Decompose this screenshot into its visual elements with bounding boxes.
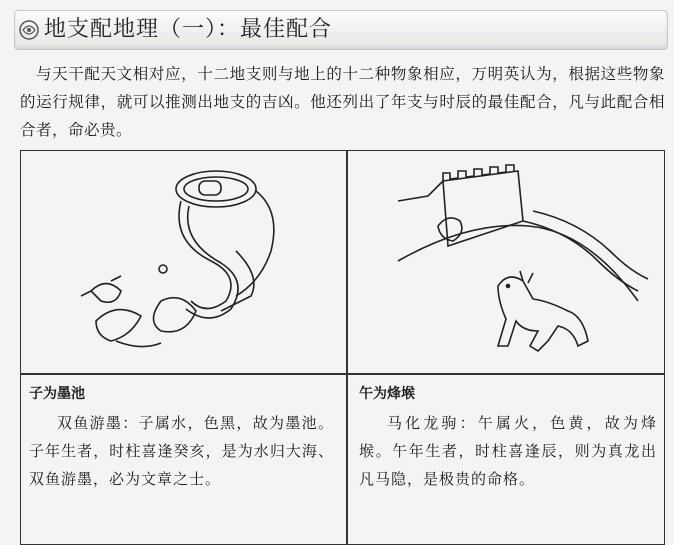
illustration-table: [20, 150, 665, 545]
cell-wu-heading: 午为烽堠: [359, 386, 415, 402]
cell-wu-body: 马化龙驹：午属火，色黄，故为烽堠。午年生者，时柱喜逢辰，则为真龙出凡马隐，是极贵的命格。: [359, 414, 657, 488]
cell-wu-text: [359, 383, 657, 493]
cell-zi-heading: 子为墨池: [29, 386, 85, 402]
pattern-icon: [18, 19, 40, 41]
intro-paragraph: 与天干配天文相对应，十二地支则与地上的十二种物象相应，万明英认为，根据这些物象的运行规律，就可以推测出地支的吉凶。他还列出了年支与时辰的最佳配合，凡与此配合相合者，命必贵。: [20, 65, 665, 139]
row-divider: [21, 373, 664, 375]
horse-great-wall-illustration: [348, 151, 664, 373]
cell-zi-text: [29, 383, 334, 493]
cell-zi-body: 双鱼游墨：子属水，色黑，故为墨池。子年生者，时柱喜逢癸亥，是为水归大海、双鱼游墨，必为文章之士。: [29, 414, 334, 488]
page-title: 地支配地理（一）：最佳配合: [44, 17, 333, 42]
fish-ink-pond-illustration: [21, 151, 346, 373]
